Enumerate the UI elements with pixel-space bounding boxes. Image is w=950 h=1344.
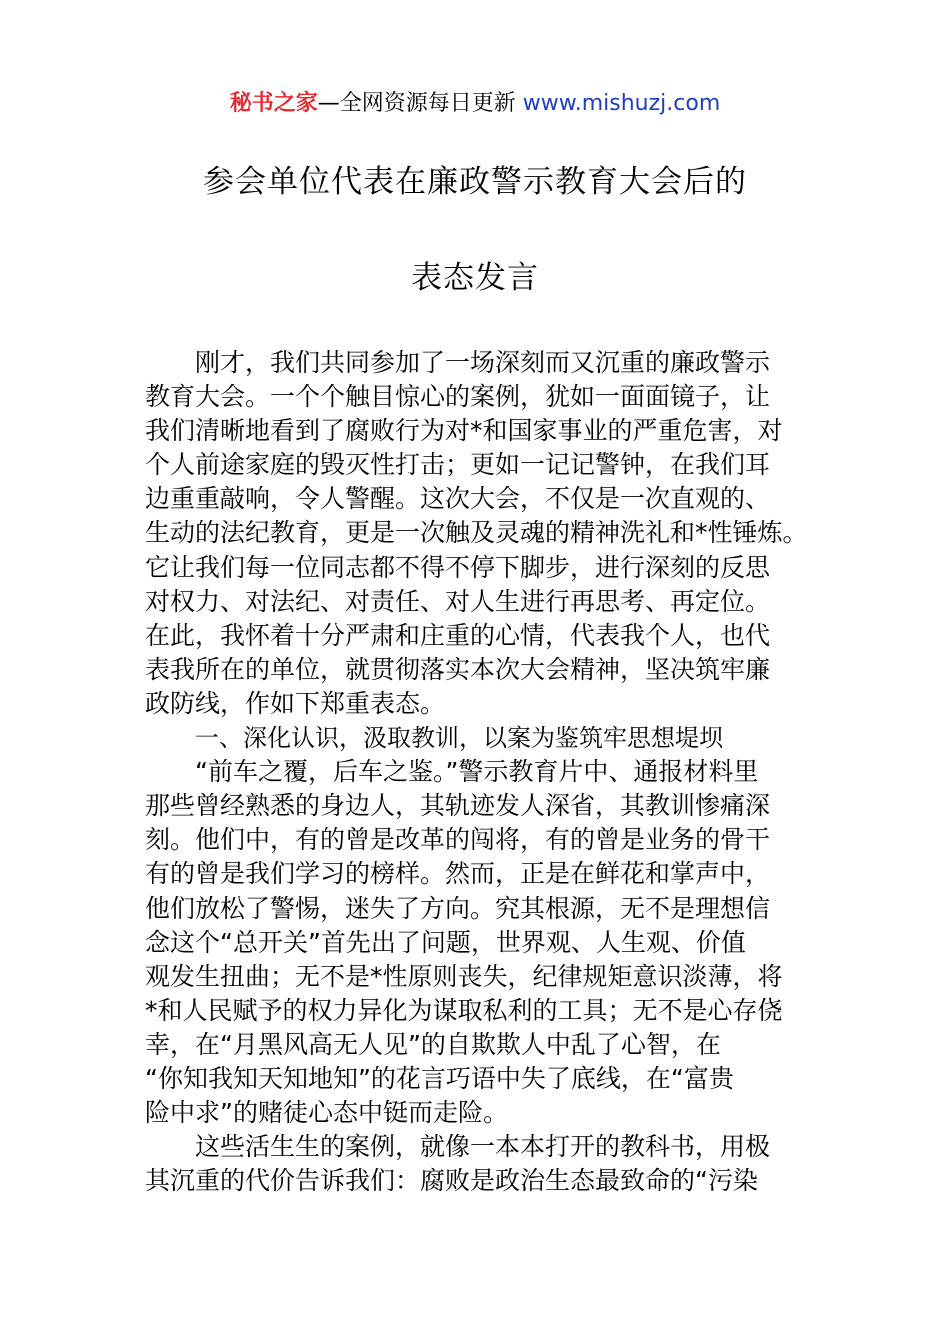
site-url-link[interactable]: www.mishuzj.com <box>522 91 721 116</box>
body-line: 刚才，我们共同参加了一场深刻而又沉重的廉政警示 <box>195 348 771 377</box>
body-line: 他们放松了警惕，迷失了方向。究其根源，无不是理想信 <box>145 893 771 923</box>
body-line: “前车之覆，后车之鉴。”警示教育片中、通报材料里 <box>195 757 759 787</box>
body-line: 有的曾是我们学习的榜样。然而，正是在鲜花和掌声中， <box>145 859 771 889</box>
body-line: 我们清晰地看到了腐败行为对*和国家事业的严重危害，对 <box>145 416 783 446</box>
document-title-line-1: 参会单位代表在廉政警示教育大会后的 <box>203 164 747 200</box>
body-line: 险中求”的赌徒心态中铤而走险。 <box>145 1098 508 1128</box>
document-body <box>145 346 808 1198</box>
body-line: 在此，我怀着十分严肃和庄重的心情，代表我个人，也代 <box>145 620 771 650</box>
body-line: “你知我知天知地知”的花言巧语中失了底线，在“富贵 <box>145 1063 734 1093</box>
body-line: 边重重敲响，令人警醒。这次大会，不仅是一次直观的、 <box>145 484 771 514</box>
section-heading: 一、深化认识，汲取教训，以案为鉴筑牢思想堤坝 <box>195 724 723 753</box>
body-line: 这些活生生的案例，就像一本本打开的教科书，用极 <box>195 1132 771 1162</box>
body-line: *和人民赋予的权力异化为谋取私利的工具；无不是心存侥 <box>145 995 783 1025</box>
body-line: 个人前途家庭的毁灭性打击；更如一记记警钟，在我们耳 <box>145 450 771 480</box>
body-line: 其沉重的代价告诉我们：腐败是政治生态最致命的“污染 <box>145 1166 758 1196</box>
site-brand: 秘书之家 <box>229 91 318 116</box>
site-header <box>0 88 950 120</box>
body-line: 观发生扭曲；无不是*性原则丧失，纪律规矩意识淡薄，将 <box>145 961 783 991</box>
body-line: 生动的法纪教育，更是一次触及灵魂的精神洗礼和*性锤炼。 <box>145 518 808 548</box>
body-line: 表我所在的单位，就贯彻落实本次大会精神，坚决筑牢廉 <box>145 654 771 684</box>
body-line: 教育大会。一个个触目惊心的案例，犹如一面面镜子，让 <box>145 382 771 412</box>
body-line: 对权力、对法纪、对责任、对人生进行再思考、再定位。 <box>145 586 771 616</box>
body-line: 它让我们每一位同志都不得不停下脚步，进行深刻的反思 <box>145 552 771 582</box>
body-line: 幸，在“月黑风高无人见”的自欺欺人中乱了心智，在 <box>145 1029 721 1059</box>
body-line: 刻。他们中，有的曾是改革的闯将，有的曾是业务的骨干 <box>145 825 771 855</box>
document-title-line-2: 表态发言 <box>411 260 539 296</box>
site-tagline: —全网资源每日更新 <box>317 91 523 116</box>
body-line: 念这个“总开关”首先出了问题，世界观、人生观、价值 <box>145 927 746 957</box>
body-line: 那些曾经熟悉的身边人，其轨迹发人深省，其教训惨痛深 <box>145 791 771 821</box>
body-line: 政防线，作如下郑重表态。 <box>145 688 446 718</box>
